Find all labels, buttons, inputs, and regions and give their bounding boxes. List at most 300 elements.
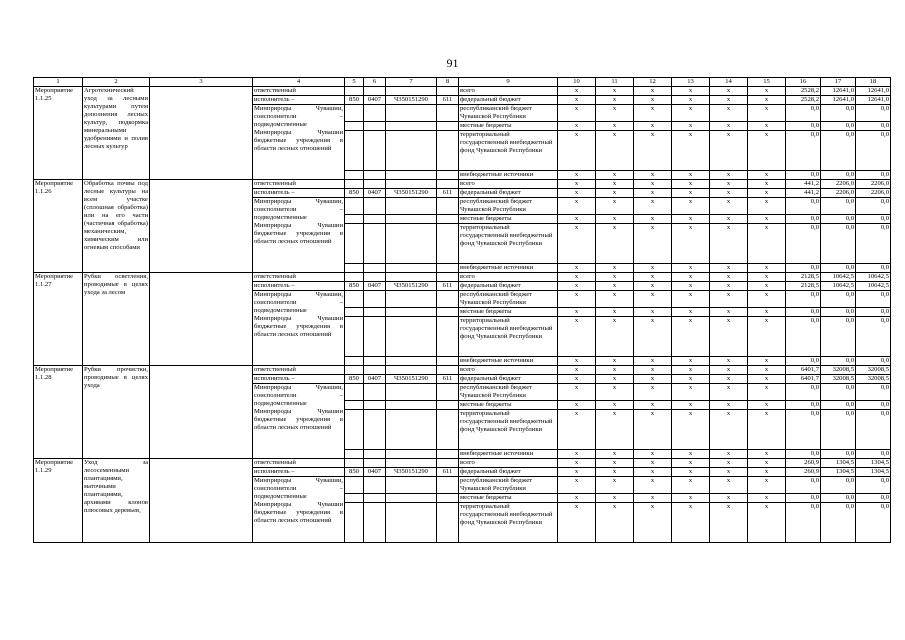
empty-cell bbox=[437, 198, 459, 215]
empty-cell bbox=[386, 450, 437, 459]
x-mark: x bbox=[634, 224, 672, 264]
amount-cell: 2206,0 bbox=[856, 189, 891, 198]
empty-cell bbox=[150, 366, 253, 459]
amount-cell: 0,0 bbox=[786, 477, 821, 494]
empty-cell bbox=[386, 198, 437, 215]
funding-source: местные бюджеты bbox=[459, 122, 558, 131]
x-mark: x bbox=[634, 96, 672, 105]
amount-cell: 0,0 bbox=[821, 224, 856, 264]
x-mark: x bbox=[672, 282, 710, 291]
table-row bbox=[34, 180, 891, 189]
x-mark: x bbox=[672, 180, 710, 189]
column-number-12: 12 bbox=[634, 78, 672, 87]
executor-rest: Минприроды Чувашии, соисполнители – подведомственные Минприроды Чувашии бюджетные учреждения в области лесных отношений bbox=[253, 477, 345, 543]
x-mark: x bbox=[634, 494, 672, 503]
measure-id: Мероприятие 1.1.29 bbox=[34, 459, 83, 543]
x-mark: x bbox=[710, 105, 748, 122]
amount-cell: 0,0 bbox=[821, 384, 856, 401]
amount-cell: 6401,7 bbox=[786, 375, 821, 384]
empty-cell bbox=[364, 459, 386, 468]
x-mark: x bbox=[558, 459, 596, 468]
x-mark: x bbox=[596, 366, 634, 375]
x-mark: x bbox=[672, 224, 710, 264]
x-mark: x bbox=[558, 477, 596, 494]
x-mark: x bbox=[558, 224, 596, 264]
amount-cell: 0,0 bbox=[786, 308, 821, 317]
x-mark: x bbox=[558, 87, 596, 96]
column-number-16: 16 bbox=[786, 78, 821, 87]
amount-cell: 0,0 bbox=[856, 357, 891, 366]
empty-cell bbox=[386, 122, 437, 131]
empty-cell bbox=[364, 317, 386, 357]
empty-cell bbox=[364, 477, 386, 494]
x-mark: x bbox=[672, 357, 710, 366]
amount-cell: 32008,5 bbox=[821, 375, 856, 384]
empty-cell bbox=[364, 384, 386, 401]
funding-source: федеральный бюджет bbox=[459, 468, 558, 477]
x-mark: x bbox=[596, 317, 634, 357]
x-mark: x bbox=[558, 410, 596, 450]
x-mark: x bbox=[634, 171, 672, 180]
empty-cell bbox=[386, 131, 437, 171]
amount-cell: 441,2 bbox=[786, 189, 821, 198]
amount-cell: 32008,5 bbox=[856, 375, 891, 384]
column-number-13: 13 bbox=[672, 78, 710, 87]
x-mark: x bbox=[710, 450, 748, 459]
empty-cell bbox=[345, 198, 364, 215]
x-mark: x bbox=[634, 180, 672, 189]
amount-cell: 6401,7 bbox=[786, 366, 821, 375]
funding-source: всего bbox=[459, 459, 558, 468]
empty-cell bbox=[364, 198, 386, 215]
funding-source: всего bbox=[459, 273, 558, 282]
grbs-code: 850 bbox=[345, 282, 364, 291]
empty-cell bbox=[364, 224, 386, 264]
x-mark: x bbox=[558, 131, 596, 171]
empty-cell bbox=[437, 450, 459, 459]
x-mark: x bbox=[596, 468, 634, 477]
amount-cell: 12641,0 bbox=[856, 96, 891, 105]
x-mark: x bbox=[672, 215, 710, 224]
x-mark: x bbox=[710, 224, 748, 264]
table-row bbox=[34, 459, 891, 468]
x-mark: x bbox=[596, 131, 634, 171]
table-row bbox=[34, 273, 891, 282]
x-mark: x bbox=[710, 401, 748, 410]
executor-rest: Минприроды Чувашии, соисполнители – подведомственные Минприроды Чувашии бюджетные учреждения в области лесных отношений bbox=[253, 198, 345, 273]
x-mark: x bbox=[596, 282, 634, 291]
x-mark: x bbox=[672, 291, 710, 308]
empty-cell bbox=[150, 459, 253, 543]
measure-id: Мероприятие 1.1.26 bbox=[34, 180, 83, 273]
column-number-2: 2 bbox=[83, 78, 150, 87]
empty-cell bbox=[345, 503, 364, 543]
empty-cell bbox=[437, 105, 459, 122]
column-number-10: 10 bbox=[558, 78, 596, 87]
x-mark: x bbox=[672, 459, 710, 468]
amount-cell: 0,0 bbox=[856, 291, 891, 308]
funding-source: республиканский бюджет Чувашской Республики bbox=[459, 105, 558, 122]
funding-source: территориальный государственный внебюджетный фонд Чувашской Республики bbox=[459, 503, 558, 543]
amount-cell: 0,0 bbox=[856, 401, 891, 410]
executor-line1: ответственный bbox=[253, 273, 345, 282]
x-mark: x bbox=[596, 215, 634, 224]
x-mark: x bbox=[710, 459, 748, 468]
x-mark: x bbox=[634, 477, 672, 494]
funding-source: внебюджетные источники bbox=[459, 171, 558, 180]
x-mark: x bbox=[672, 189, 710, 198]
x-mark: x bbox=[596, 122, 634, 131]
column-number-5: 5 bbox=[345, 78, 364, 87]
empty-cell bbox=[345, 264, 364, 273]
executor-line1: ответственный bbox=[253, 459, 345, 468]
executor-line1: ответственный bbox=[253, 366, 345, 375]
x-mark: x bbox=[672, 131, 710, 171]
measure-name: Рубки осветления, проводимые в целях ухода за лесом bbox=[83, 273, 150, 366]
x-mark: x bbox=[596, 410, 634, 450]
x-mark: x bbox=[596, 401, 634, 410]
empty-cell bbox=[386, 317, 437, 357]
x-mark: x bbox=[748, 87, 786, 96]
amount-cell: 0,0 bbox=[786, 401, 821, 410]
amount-cell: 2528,2 bbox=[786, 96, 821, 105]
x-mark: x bbox=[596, 264, 634, 273]
x-mark: x bbox=[634, 384, 672, 401]
x-mark: x bbox=[558, 291, 596, 308]
x-mark: x bbox=[748, 308, 786, 317]
x-mark: x bbox=[748, 317, 786, 357]
x-mark: x bbox=[672, 122, 710, 131]
x-mark: x bbox=[558, 122, 596, 131]
empty-cell bbox=[150, 273, 253, 366]
x-mark: x bbox=[710, 282, 748, 291]
measure-name: Обработка почвы под лесные культуры на всем участке (сплошная обработка) или на его части (частичная обработка) механическим, химическим или огневым способами bbox=[83, 180, 150, 273]
empty-cell bbox=[386, 366, 437, 375]
x-mark: x bbox=[672, 477, 710, 494]
x-mark: x bbox=[596, 105, 634, 122]
empty-cell bbox=[386, 410, 437, 450]
amount-cell: 0,0 bbox=[786, 171, 821, 180]
x-mark: x bbox=[558, 273, 596, 282]
empty-cell bbox=[345, 317, 364, 357]
x-mark: x bbox=[710, 215, 748, 224]
empty-cell bbox=[345, 366, 364, 375]
x-mark: x bbox=[748, 215, 786, 224]
empty-cell bbox=[345, 273, 364, 282]
x-mark: x bbox=[558, 366, 596, 375]
empty-cell bbox=[437, 317, 459, 357]
x-mark: x bbox=[634, 308, 672, 317]
x-mark: x bbox=[634, 459, 672, 468]
column-number-8: 8 bbox=[437, 78, 459, 87]
empty-cell bbox=[386, 503, 437, 543]
amount-cell: 0,0 bbox=[786, 131, 821, 171]
funding-source: территориальный государственный внебюджетный фонд Чувашской Республики bbox=[459, 317, 558, 357]
x-mark: x bbox=[710, 477, 748, 494]
amount-cell: 0,0 bbox=[786, 450, 821, 459]
x-mark: x bbox=[672, 384, 710, 401]
x-mark: x bbox=[634, 282, 672, 291]
measure-id: Мероприятие 1.1.28 bbox=[34, 366, 83, 459]
x-mark: x bbox=[596, 308, 634, 317]
column-number-1: 1 bbox=[34, 78, 83, 87]
empty-cell bbox=[386, 494, 437, 503]
amount-cell: 0,0 bbox=[856, 105, 891, 122]
amount-cell: 0,0 bbox=[856, 198, 891, 215]
amount-cell: 0,0 bbox=[821, 291, 856, 308]
measure-id: Мероприятие 1.1.27 bbox=[34, 273, 83, 366]
x-mark: x bbox=[558, 503, 596, 543]
rzpr-code: 0407 bbox=[364, 189, 386, 198]
empty-cell bbox=[386, 357, 437, 366]
x-mark: x bbox=[558, 450, 596, 459]
x-mark: x bbox=[672, 96, 710, 105]
column-number-7: 7 bbox=[386, 78, 437, 87]
x-mark: x bbox=[710, 131, 748, 171]
executor-rest: Минприроды Чувашии, соисполнители – подведомственные Минприроды Чувашии бюджетные учреждения в области лесных отношений bbox=[253, 291, 345, 366]
x-mark: x bbox=[672, 450, 710, 459]
funding-source: местные бюджеты bbox=[459, 494, 558, 503]
x-mark: x bbox=[558, 189, 596, 198]
funding-source: республиканский бюджет Чувашской Республики bbox=[459, 198, 558, 215]
x-mark: x bbox=[748, 410, 786, 450]
x-mark: x bbox=[710, 494, 748, 503]
x-mark: x bbox=[634, 264, 672, 273]
amount-cell: 0,0 bbox=[821, 105, 856, 122]
empty-cell bbox=[437, 122, 459, 131]
amount-cell: 10642,5 bbox=[821, 273, 856, 282]
empty-cell bbox=[364, 357, 386, 366]
empty-cell bbox=[364, 291, 386, 308]
empty-cell bbox=[437, 384, 459, 401]
x-mark: x bbox=[596, 291, 634, 308]
empty-cell bbox=[364, 410, 386, 450]
x-mark: x bbox=[634, 317, 672, 357]
vr-code: 611 bbox=[437, 189, 459, 198]
amount-cell: 0,0 bbox=[786, 122, 821, 131]
x-mark: x bbox=[710, 273, 748, 282]
x-mark: x bbox=[748, 401, 786, 410]
x-mark: x bbox=[558, 96, 596, 105]
x-mark: x bbox=[558, 317, 596, 357]
x-mark: x bbox=[672, 503, 710, 543]
x-mark: x bbox=[748, 366, 786, 375]
executor-line2: исполнитель – bbox=[253, 282, 345, 291]
x-mark: x bbox=[748, 96, 786, 105]
funding-source: федеральный бюджет bbox=[459, 375, 558, 384]
executor-line2: исполнитель – bbox=[253, 189, 345, 198]
empty-cell bbox=[386, 291, 437, 308]
amount-cell: 0,0 bbox=[786, 224, 821, 264]
x-mark: x bbox=[634, 131, 672, 171]
x-mark: x bbox=[558, 264, 596, 273]
x-mark: x bbox=[748, 384, 786, 401]
funding-source: местные бюджеты bbox=[459, 308, 558, 317]
amount-cell: 12641,0 bbox=[856, 87, 891, 96]
vr-code: 611 bbox=[437, 375, 459, 384]
x-mark: x bbox=[748, 189, 786, 198]
x-mark: x bbox=[672, 317, 710, 357]
x-mark: x bbox=[710, 180, 748, 189]
x-mark: x bbox=[596, 494, 634, 503]
empty-cell bbox=[345, 224, 364, 264]
amount-cell: 0,0 bbox=[821, 410, 856, 450]
empty-cell bbox=[345, 171, 364, 180]
x-mark: x bbox=[710, 171, 748, 180]
grbs-code: 850 bbox=[345, 189, 364, 198]
x-mark: x bbox=[710, 357, 748, 366]
empty-cell bbox=[345, 131, 364, 171]
column-number-9: 9 bbox=[459, 78, 558, 87]
empty-cell bbox=[437, 459, 459, 468]
amount-cell: 0,0 bbox=[786, 384, 821, 401]
x-mark: x bbox=[748, 291, 786, 308]
x-mark: x bbox=[596, 180, 634, 189]
x-mark: x bbox=[634, 215, 672, 224]
grbs-code: 850 bbox=[345, 375, 364, 384]
amount-cell: 12641,0 bbox=[821, 96, 856, 105]
amount-cell: 0,0 bbox=[786, 357, 821, 366]
amount-cell: 0,0 bbox=[821, 215, 856, 224]
empty-cell bbox=[386, 87, 437, 96]
x-mark: x bbox=[748, 224, 786, 264]
csr-code: Ч350151290 bbox=[386, 96, 437, 105]
x-mark: x bbox=[710, 122, 748, 131]
empty-cell bbox=[437, 264, 459, 273]
empty-cell bbox=[437, 494, 459, 503]
empty-cell bbox=[364, 401, 386, 410]
column-number-14: 14 bbox=[710, 78, 748, 87]
executor-line1: ответственный bbox=[253, 87, 345, 96]
x-mark: x bbox=[596, 384, 634, 401]
csr-code: Ч350151290 bbox=[386, 375, 437, 384]
funding-source: внебюджетные источники bbox=[459, 357, 558, 366]
empty-cell bbox=[437, 171, 459, 180]
x-mark: x bbox=[596, 503, 634, 543]
amount-cell: 2128,5 bbox=[786, 282, 821, 291]
amount-cell: 0,0 bbox=[786, 317, 821, 357]
amount-cell: 1304,5 bbox=[821, 459, 856, 468]
amount-cell: 0,0 bbox=[821, 131, 856, 171]
x-mark: x bbox=[558, 105, 596, 122]
table-body bbox=[34, 87, 891, 543]
x-mark: x bbox=[672, 375, 710, 384]
x-mark: x bbox=[596, 171, 634, 180]
x-mark: x bbox=[596, 198, 634, 215]
empty-cell bbox=[386, 180, 437, 189]
empty-cell bbox=[345, 122, 364, 131]
x-mark: x bbox=[748, 180, 786, 189]
x-mark: x bbox=[748, 282, 786, 291]
rzpr-code: 0407 bbox=[364, 96, 386, 105]
empty-cell bbox=[345, 291, 364, 308]
amount-cell: 0,0 bbox=[821, 308, 856, 317]
x-mark: x bbox=[748, 459, 786, 468]
empty-cell bbox=[364, 503, 386, 543]
x-mark: x bbox=[634, 198, 672, 215]
amount-cell: 2206,0 bbox=[821, 180, 856, 189]
x-mark: x bbox=[596, 375, 634, 384]
x-mark: x bbox=[748, 131, 786, 171]
rzpr-code: 0407 bbox=[364, 282, 386, 291]
empty-cell bbox=[437, 224, 459, 264]
csr-code: Ч350151290 bbox=[386, 282, 437, 291]
amount-cell: 441,2 bbox=[786, 180, 821, 189]
amount-cell: 2206,0 bbox=[856, 180, 891, 189]
empty-cell bbox=[345, 384, 364, 401]
csr-code: Ч350151290 bbox=[386, 468, 437, 477]
funding-source: федеральный бюджет bbox=[459, 96, 558, 105]
column-number-4: 4 bbox=[253, 78, 345, 87]
empty-cell bbox=[345, 450, 364, 459]
empty-cell bbox=[364, 273, 386, 282]
x-mark: x bbox=[748, 357, 786, 366]
x-mark: x bbox=[672, 410, 710, 450]
amount-cell: 0,0 bbox=[856, 171, 891, 180]
empty-cell bbox=[345, 215, 364, 224]
x-mark: x bbox=[634, 450, 672, 459]
x-mark: x bbox=[634, 503, 672, 543]
x-mark: x bbox=[710, 308, 748, 317]
empty-cell bbox=[386, 273, 437, 282]
x-mark: x bbox=[710, 96, 748, 105]
empty-cell bbox=[364, 131, 386, 171]
amount-cell: 32008,5 bbox=[856, 366, 891, 375]
empty-cell bbox=[364, 215, 386, 224]
empty-cell bbox=[345, 494, 364, 503]
empty-cell bbox=[364, 122, 386, 131]
funding-source: республиканский бюджет Чувашской Республики bbox=[459, 291, 558, 308]
column-number-11: 11 bbox=[596, 78, 634, 87]
amount-cell: 260,9 bbox=[786, 459, 821, 468]
x-mark: x bbox=[710, 468, 748, 477]
x-mark: x bbox=[710, 317, 748, 357]
x-mark: x bbox=[748, 477, 786, 494]
amount-cell: 0,0 bbox=[786, 503, 821, 543]
x-mark: x bbox=[596, 477, 634, 494]
funding-source: всего bbox=[459, 87, 558, 96]
empty-cell bbox=[364, 264, 386, 273]
x-mark: x bbox=[558, 198, 596, 215]
amount-cell: 1304,5 bbox=[856, 459, 891, 468]
x-mark: x bbox=[634, 189, 672, 198]
amount-cell: 0,0 bbox=[786, 264, 821, 273]
x-mark: x bbox=[558, 357, 596, 366]
measure-id: Мероприятие 1.1.25 bbox=[34, 87, 83, 180]
x-mark: x bbox=[672, 87, 710, 96]
x-mark: x bbox=[672, 401, 710, 410]
x-mark: x bbox=[748, 171, 786, 180]
column-number-18: 18 bbox=[856, 78, 891, 87]
funding-source: территориальный государственный внебюджетный фонд Чувашской Республики bbox=[459, 131, 558, 171]
funding-source: территориальный государственный внебюджетный фонд Чувашской Республики bbox=[459, 224, 558, 264]
x-mark: x bbox=[634, 401, 672, 410]
empty-cell bbox=[345, 105, 364, 122]
x-mark: x bbox=[596, 224, 634, 264]
x-mark: x bbox=[634, 366, 672, 375]
empty-cell bbox=[345, 357, 364, 366]
amount-cell: 0,0 bbox=[856, 131, 891, 171]
funding-source: местные бюджеты bbox=[459, 401, 558, 410]
funding-source: федеральный бюджет bbox=[459, 282, 558, 291]
empty-cell bbox=[364, 87, 386, 96]
x-mark: x bbox=[596, 87, 634, 96]
x-mark: x bbox=[634, 410, 672, 450]
measure-name: Рубки прочистки, проводимые в целях ухода bbox=[83, 366, 150, 459]
empty-cell bbox=[345, 180, 364, 189]
amount-cell: 0,0 bbox=[821, 357, 856, 366]
empty-cell bbox=[345, 410, 364, 450]
